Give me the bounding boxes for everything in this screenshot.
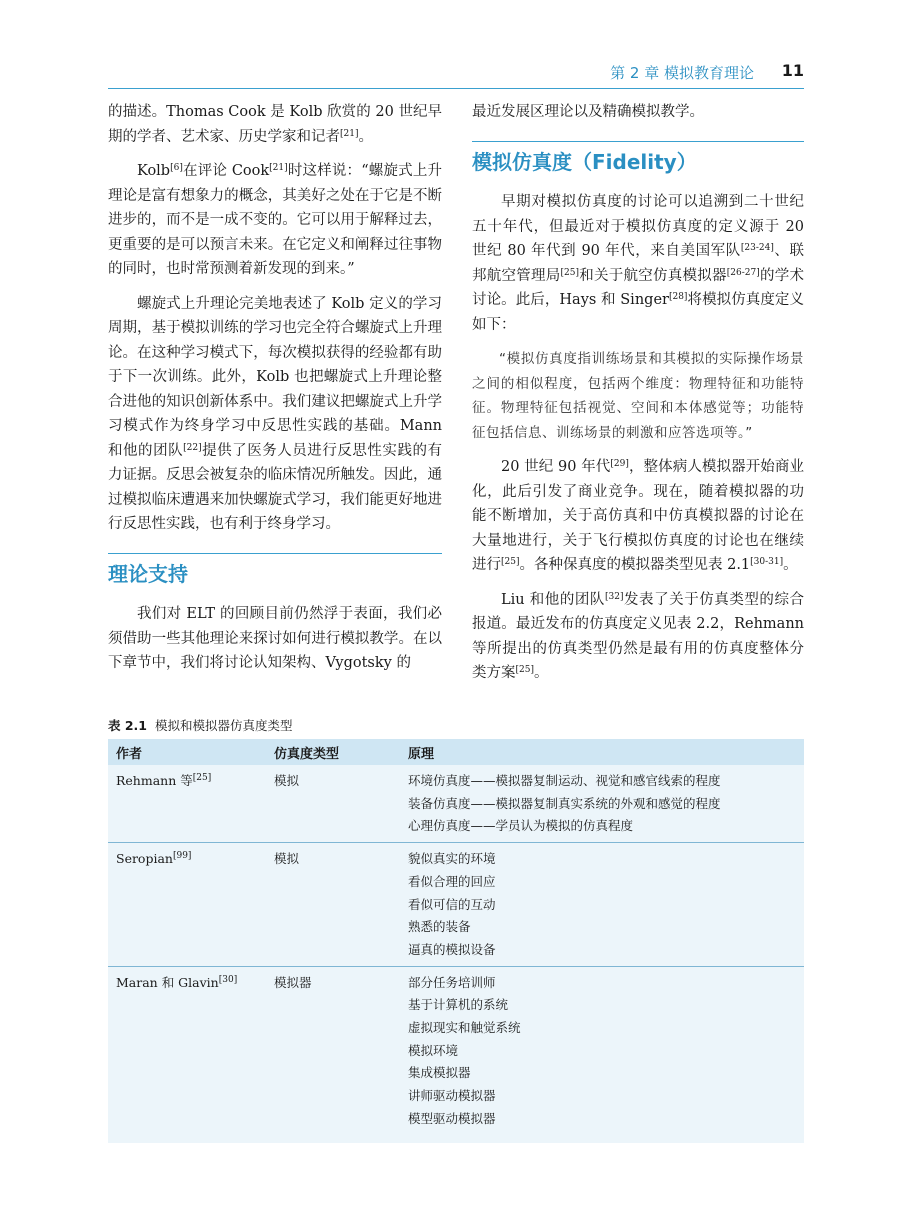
- paragraph: 螺旋式上升理论完美地表述了 Kolb 定义的学习周期，基于模拟训练的学习也完全符合螺旋式上升理论。在这种学习模式下，每次模拟获得的经验都有助于下一次训练。此外，Kolb 也把螺旋式上升理论整合进他的知识创新体系中。我们建议把螺旋式上升学习模式作为终身学习中反思性实践的基础。Mann 和他的团队[22]提供了医务人员进行反思性实践的有力证据。反思会被复杂的临床情况所触发。因此，通过模拟临床遭遇来加快螺旋式学习，我们能更好地进行反思性实践，也有利于终身学习。: [108, 295, 443, 532]
- column-header-type: 仿真度类型: [274, 746, 340, 762]
- cell-author: Maran 和 Glavin[30]: [116, 974, 238, 990]
- citation: [32]: [604, 591, 624, 602]
- paragraph: 最近发展区理论以及精确模拟教学。: [472, 104, 704, 120]
- cell-fidelity-type: 模拟: [274, 773, 300, 788]
- citation: [25]: [560, 267, 579, 278]
- cell-fidelity-type: 模拟器: [274, 974, 312, 990]
- column-header-author: 作者: [116, 746, 143, 762]
- fidelity-table: [108, 739, 804, 1143]
- cell-author: Seropian[99]: [116, 851, 192, 867]
- table-title: 模拟和模拟器仿真度类型: [155, 718, 293, 733]
- column-header-principle: 原理: [408, 746, 435, 762]
- table-row: [108, 842, 804, 966]
- principle-item: 貌似真实的环境: [408, 851, 496, 867]
- page-number: 11: [781, 61, 804, 80]
- principle-item: 熟悉的装备: [408, 919, 471, 935]
- paragraph: 的描述。Thomas Cook 是 Kolb 欣赏的 20 世纪早期的学者、艺术家、历史学家和记者[21]。: [108, 104, 442, 145]
- right-column: [472, 100, 804, 686]
- principle-item: 部分任务培训师: [408, 974, 496, 990]
- principle-item: 装备仿真度——模拟器复制真实系统的外观和感觉的程度: [408, 795, 721, 811]
- block-quote: “模拟仿真度指训练场景和其模拟的实际操作场景之间的相似程度，包括两个维度：物理特征和功能特征。物理特征包括视觉、空间和本体感觉等；功能特征包括信息、训练场景的刺激和应答选项等。”: [472, 351, 804, 441]
- citation: [25]: [515, 665, 534, 675]
- paragraph: Liu 和他的团队[32]发表了关于仿真类型的综合报道。最近发布的仿真度定义见表 2.2，Rehmann 等所提出的仿真类型仍然是最有用的仿真度整体分类方案[25]。: [472, 591, 804, 681]
- principle-item: 逼真的模拟设备: [408, 941, 496, 957]
- left-column: [108, 100, 442, 676]
- citation: [99]: [172, 851, 192, 862]
- principle-item: 集成模拟器: [408, 1065, 471, 1081]
- citation: [26-27]: [726, 267, 760, 278]
- principle-item: 基于计算机的系统: [408, 997, 509, 1013]
- citation: [28]: [668, 292, 688, 302]
- table-header-row: [108, 739, 804, 765]
- paragraph: Kolb[6]在评论 Cook[21]时这样说：“螺旋式上升理论是富有想象力的概念，其美好之处在于它是不断进步的，而不是一成不变的。它可以用于解释过去，更重要的是可以预言未来。在它定义和阐释过往事物的同时，也时常预测着新发现的到来。”: [108, 163, 442, 277]
- citation: [21]: [269, 163, 288, 173]
- table-number: 表 2.1: [108, 718, 147, 733]
- paragraph: 20 世纪 90 年代[29]，整体病人模拟器开始商业化，此后引发了商业竞争。现在，随着模拟器的功能不断增加，关于高仿真和中仿真模拟器的讨论在大量地进行，关于飞行模拟仿真度的讨论也在继续进行[25]。各种保真度的模拟器类型见表 2.1[30-31]。: [472, 459, 804, 573]
- table-row: [108, 966, 804, 1135]
- paragraph: 我们对 ELT 的回顾目前仍然浮于表面，我们必须借助一些其他理论来探讨如何进行模拟教学。在以下章节中，我们将讨论认知架构、Vygotsky 的: [108, 606, 442, 671]
- running-header: [108, 58, 804, 89]
- citation: [6]: [170, 163, 183, 173]
- citation: [30]: [218, 974, 238, 985]
- principle-item: 环境仿真度——模拟器复制运动、视觉和感官线索的程度: [408, 773, 721, 788]
- principle-item: 心理仿真度——学员认为模拟的仿真程度: [408, 818, 634, 834]
- principle-item: 讲师驱动模拟器: [408, 1088, 496, 1104]
- section-heading: 理论支持: [108, 553, 442, 591]
- table-body: [108, 765, 804, 1135]
- principle-item: 看似可信的互动: [408, 896, 496, 912]
- principle-item: 模型驱动模拟器: [408, 1110, 496, 1126]
- cell-fidelity-type: 模拟: [274, 851, 300, 867]
- table-caption: [108, 716, 293, 734]
- citation: [25]: [192, 773, 212, 783]
- citation: [25]: [501, 557, 520, 567]
- section-heading: 模拟仿真度（Fidelity）: [472, 141, 804, 179]
- cell-principles: [400, 770, 804, 838]
- cell-principles: [400, 848, 804, 962]
- citation: [30-31]: [750, 557, 784, 567]
- cell-principles: [400, 972, 804, 1131]
- table-row: [108, 765, 804, 842]
- citation: [29]: [610, 459, 629, 469]
- principle-item: 虚拟现实和触觉系统: [408, 1020, 521, 1036]
- principle-item: 模拟环境: [408, 1042, 459, 1058]
- citation: [22]: [183, 442, 202, 453]
- chapter-title: 第 2 章 模拟教育理论: [610, 64, 754, 82]
- cell-author: Rehmann 等[25]: [116, 773, 212, 788]
- citation: [21]: [340, 128, 359, 139]
- citation: [23-24]: [740, 243, 774, 253]
- principle-item: 看似合理的回应: [408, 873, 496, 889]
- paragraph: 早期对模拟仿真度的讨论可以追溯到二十世纪五十年代，但最近对于模拟仿真度的定义源于 20 世纪 80 年代到 90 年代，来自美国军队[23-24]、联邦航空管理局[25]和关于航空仿真模拟器[26-27]的学术讨论。此后，Hays 和 Singer[28]将模拟仿真度定义如下：: [472, 194, 805, 333]
